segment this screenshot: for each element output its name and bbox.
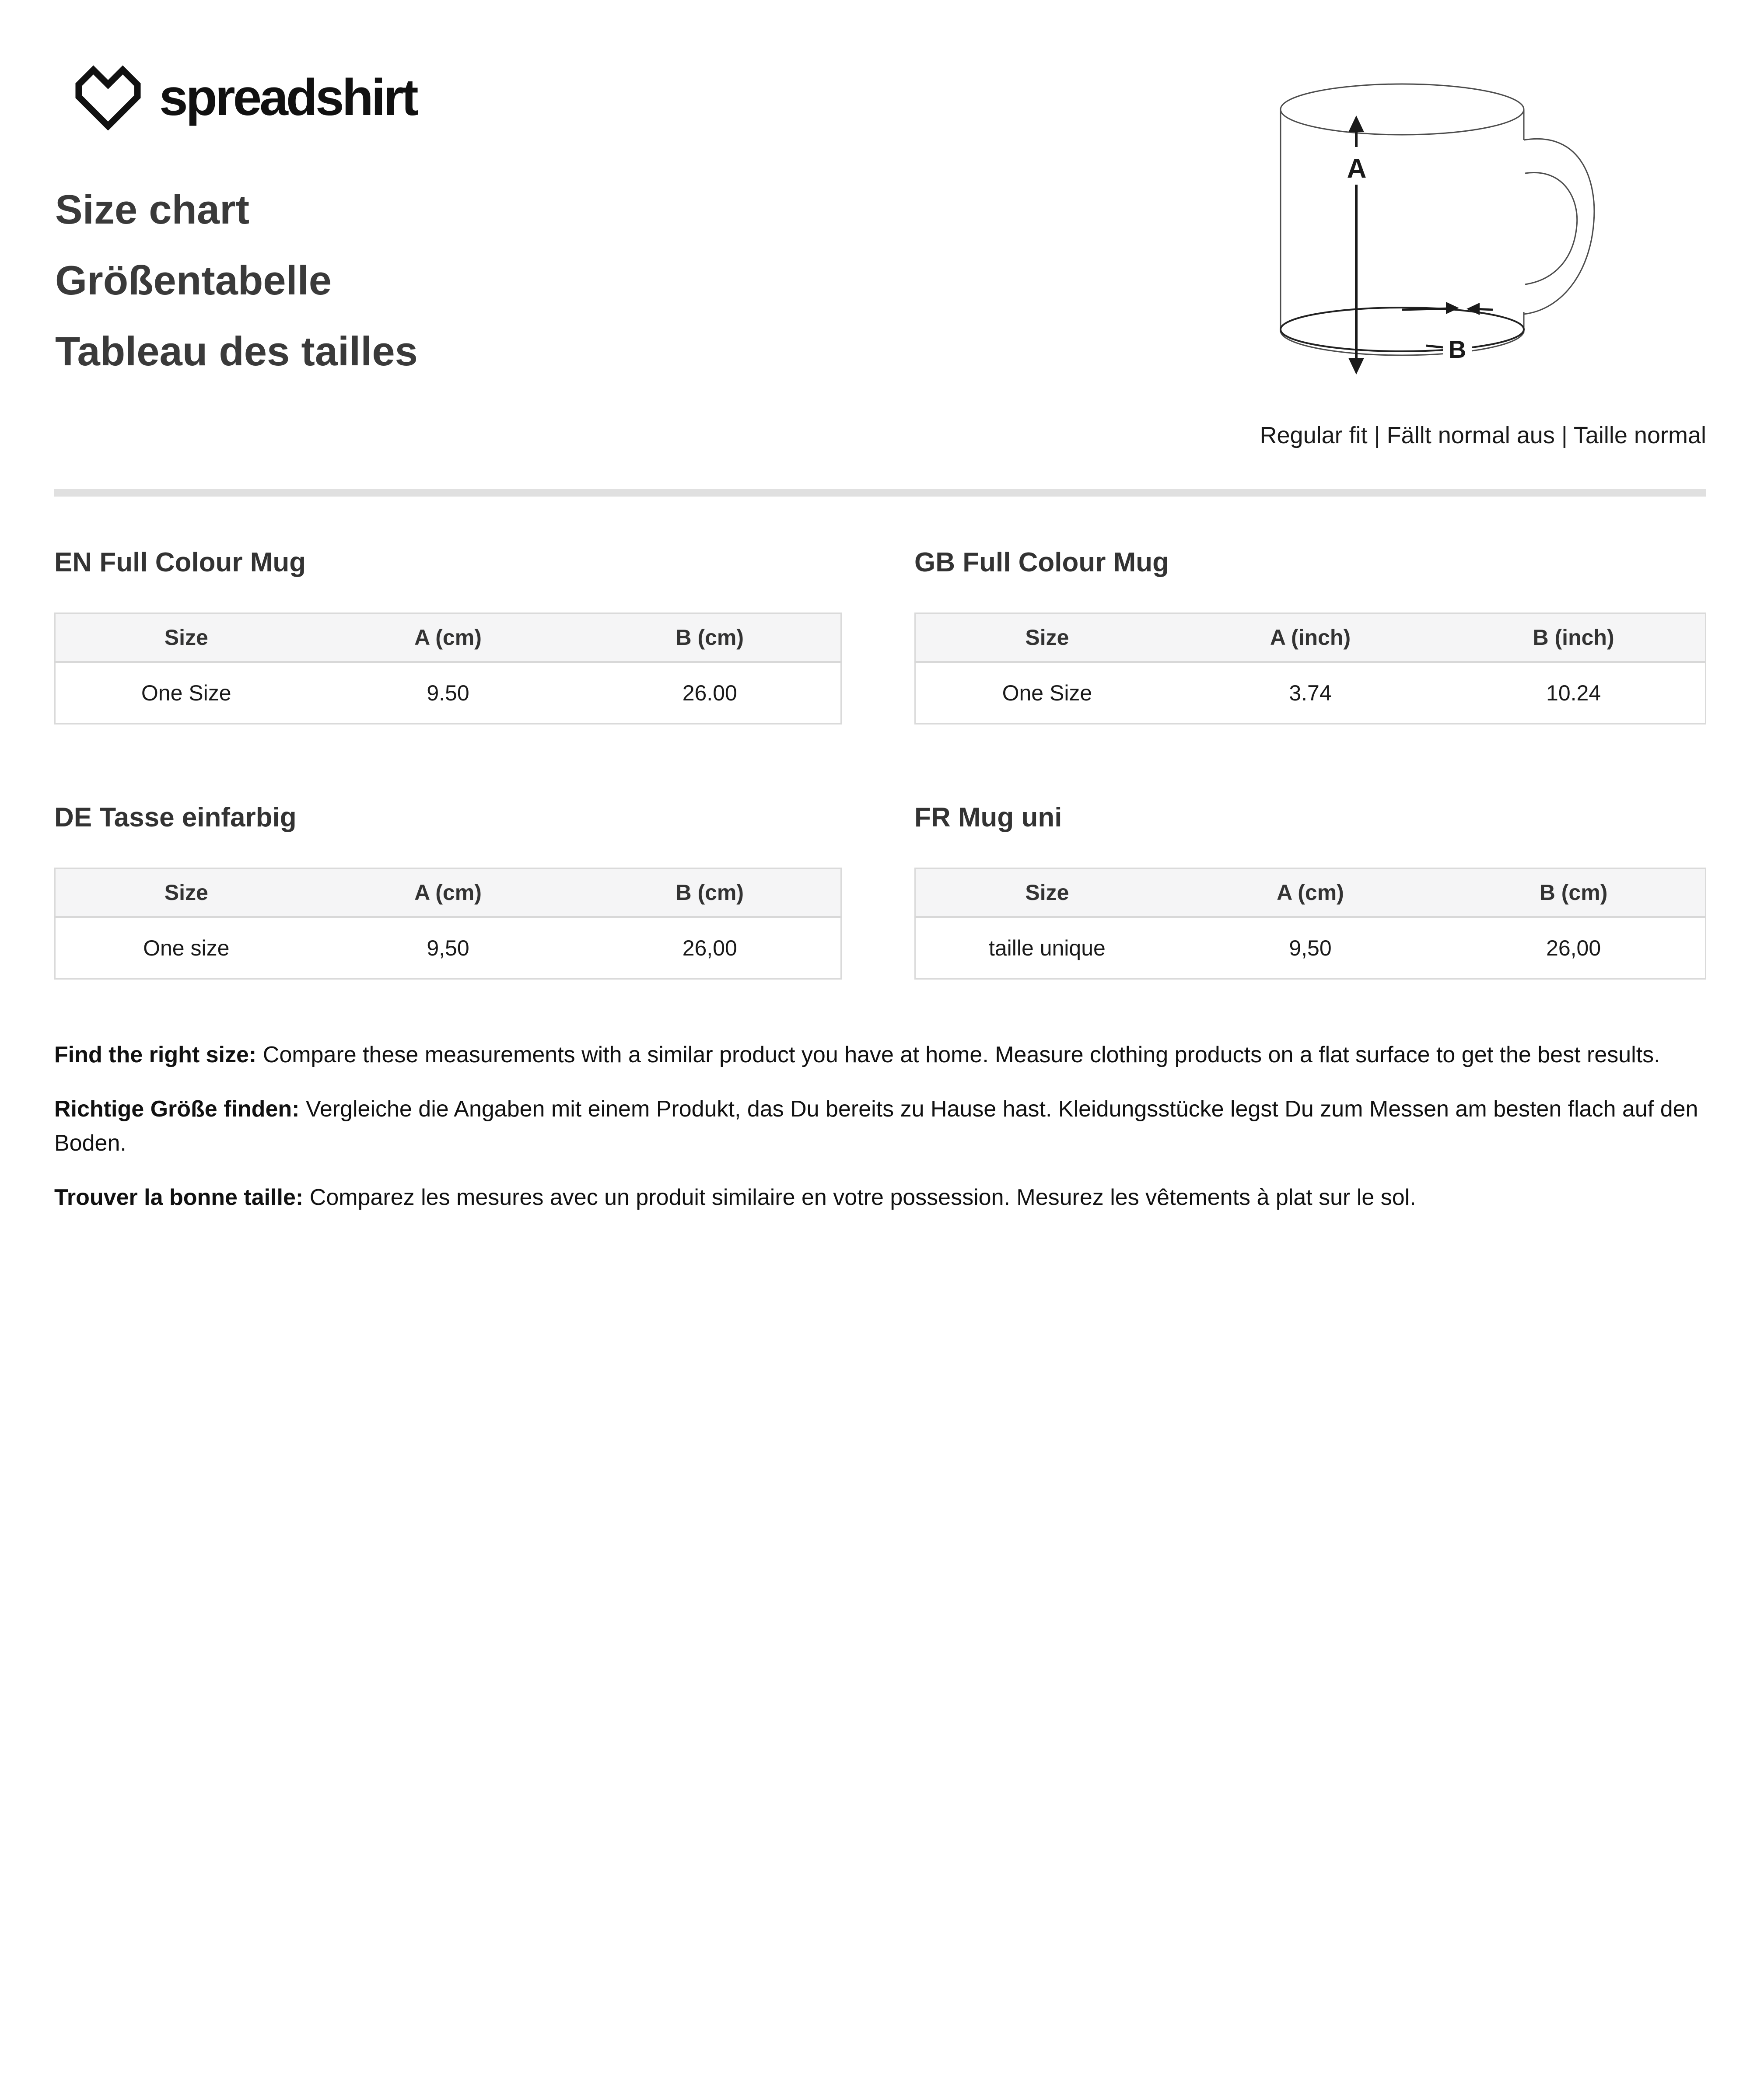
size-table-gb (914, 612, 1706, 724)
column-header-size: Size (915, 868, 1179, 917)
size-table-fr (914, 868, 1706, 980)
cell-b: 26,00 (579, 917, 841, 979)
column-header-b: B (cm) (1442, 868, 1705, 917)
note-fr-lead: Trouver la bonne taille: (54, 1185, 304, 1210)
note-de (54, 1092, 1708, 1160)
dimension-a-label: A (1347, 154, 1367, 184)
cell-a: 3.74 (1179, 662, 1442, 724)
page-title-de: Größentabelle (55, 257, 332, 303)
cell-size: One Size (55, 662, 317, 724)
cell-size: One size (55, 917, 317, 979)
cell-a: 9,50 (317, 917, 579, 979)
note-en (54, 1038, 1708, 1072)
table-row (55, 917, 841, 979)
table-header-row (915, 613, 1706, 662)
column-header-b: B (cm) (579, 613, 841, 662)
size-table-de (54, 868, 842, 980)
cell-b: 26.00 (579, 662, 841, 724)
spreadshirt-logo (74, 65, 416, 130)
table-row (915, 662, 1706, 724)
column-header-a: A (cm) (1179, 868, 1442, 917)
cell-size: One Size (915, 662, 1179, 724)
page-title-en: Size chart (55, 186, 250, 232)
fit-note: Regular fit | Fällt normal aus | Taille normal (1260, 422, 1706, 448)
column-header-size: Size (55, 868, 317, 917)
cell-b: 10.24 (1442, 662, 1705, 724)
page-title-fr: Tableau des tailles (55, 328, 418, 374)
page-title (55, 174, 418, 387)
note-fr (54, 1180, 1708, 1214)
column-header-a: A (cm) (317, 613, 579, 662)
section-title-fr: FR Mug uni (914, 802, 1062, 833)
brand-wordmark: spreadshirt (159, 69, 416, 126)
section-divider (54, 489, 1706, 497)
table-header-row (55, 868, 841, 917)
sizing-notes (54, 1038, 1708, 1235)
table-row (55, 662, 841, 724)
section-en (54, 547, 842, 724)
cell-size: taille unique (915, 917, 1179, 979)
size-table-en (54, 612, 842, 724)
dimension-b-label: B (1448, 336, 1466, 363)
column-header-a: A (inch) (1179, 613, 1442, 662)
heart-logo-icon (74, 65, 143, 130)
cell-a: 9.50 (317, 662, 579, 724)
note-en-lead: Find the right size: (54, 1042, 257, 1068)
table-header-row (915, 868, 1706, 917)
column-header-b: B (inch) (1442, 613, 1705, 662)
section-gb (914, 547, 1706, 724)
section-title-gb: GB Full Colour Mug (914, 547, 1169, 578)
mug-measurement-diagram (1278, 74, 1597, 380)
column-header-size: Size (915, 613, 1179, 662)
note-en-text: Compare these measurements with a similar product you have at home. Measure clothing products on a flat surface to get the best results. (262, 1042, 1660, 1068)
section-de (54, 802, 842, 980)
table-row (915, 917, 1706, 979)
section-fr (914, 802, 1706, 980)
note-de-lead: Richtige Größe finden: (54, 1096, 300, 1122)
section-title-en: EN Full Colour Mug (54, 547, 306, 578)
cell-b: 26,00 (1442, 917, 1705, 979)
section-title-de: DE Tasse einfarbig (54, 802, 297, 833)
note-fr-text: Comparez les mesures avec un produit similaire en votre possession. Mesurez les vêtements à plat sur le sol. (309, 1185, 1416, 1210)
note-de-text: Vergleiche die Angaben mit einem Produkt, das Du bereits zu Hause hast. Kleidungsstücke legst Du zum Messen am besten flach auf den Boden. (54, 1096, 1698, 1156)
column-header-b: B (cm) (579, 868, 841, 917)
column-header-size: Size (55, 613, 317, 662)
table-header-row (55, 613, 841, 662)
mug-diagram-svg (1278, 74, 1597, 380)
column-header-a: A (cm) (317, 868, 579, 917)
cell-a: 9,50 (1179, 917, 1442, 979)
